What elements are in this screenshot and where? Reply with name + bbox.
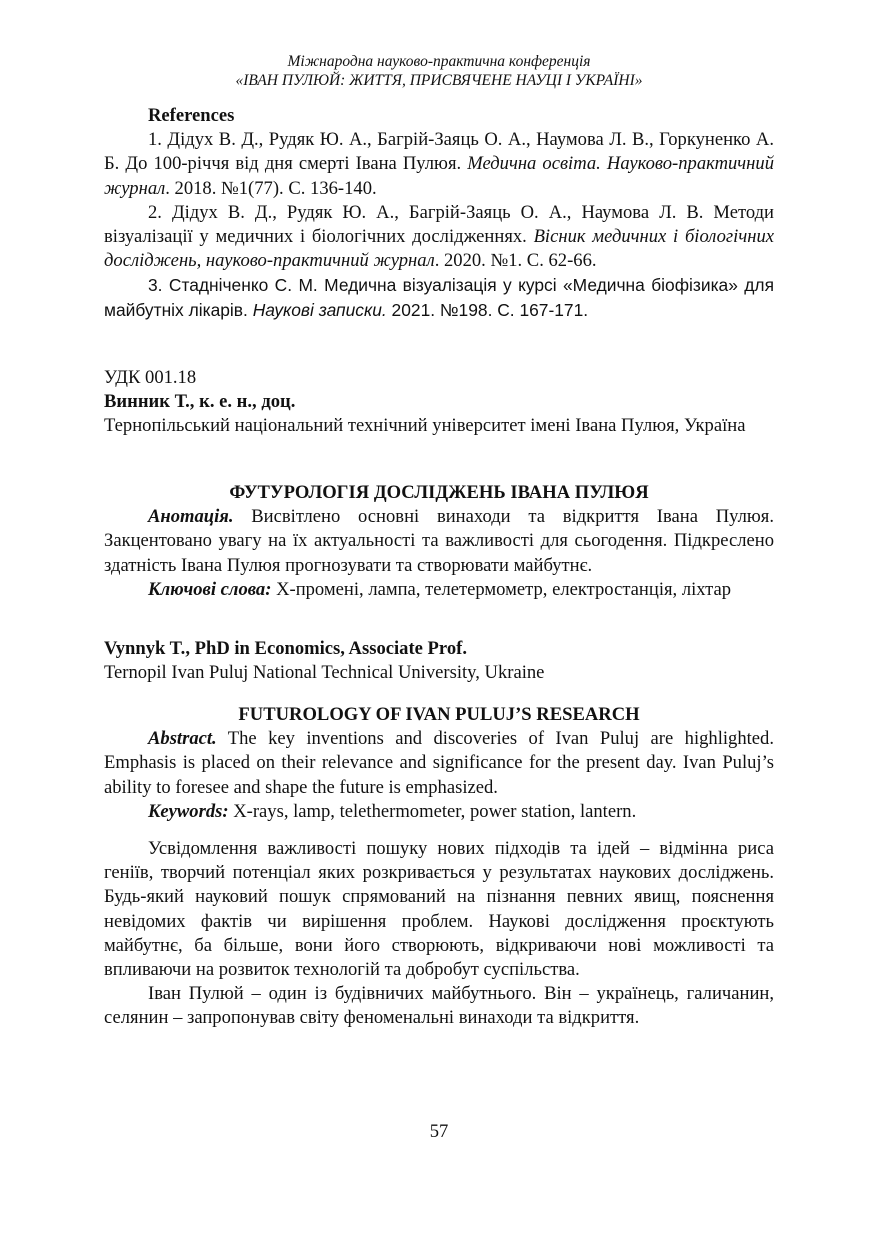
reference-2-text: 2. Дідух В. Д., Рудяк Ю. А., Багрій-Заяць О. А., Наумова Л. В. Методи візуалізації у медичних і біологічних дослідженнях. (104, 201, 774, 248)
references-section (104, 104, 774, 322)
title-en: FUTUROLOGY OF IVAN PULUJ’S RESEARCH (238, 704, 640, 725)
affiliation-uk: Тернопільський національний технічний університет імені Івана Пулюя, Україна (104, 415, 746, 437)
keywords-en-text: X-rays, lamp, telethermometer, power station, lantern. (228, 800, 637, 822)
annotation-text: Висвітлено основні винаходи та відкриття Івана Пулюя. Закцентовано увагу на їх актуальності та важливості для сьогодення. Підкреслено здатність Івана Пулюя прогнозувати та створювати майбутнє. (104, 506, 774, 576)
article-en-header (104, 637, 774, 685)
header-line-1: Міжнародна науково-практична конференція (287, 53, 591, 70)
abstract-text: The key inventions and discoveries of Ivan Puluj are highlighted. Emphasis is placed on their relevance and significance for the present day. Ivan Puluj’s ability to foresee and shape the future is emphasized. (104, 728, 774, 798)
reference-3-text: 3. Стадніченко С. М. Медична візуалізація у курсі «Медична біофізика» для майбутніх лікарів. (104, 275, 774, 320)
annotation-label: Анотація. (148, 506, 234, 528)
reference-1-text: 1. Дідух В. Д., Рудяк Ю. А., Багрій-Заяць О. А., Наумова Л. В., Горкуненко А. Б. До 100-річчя від дня смерті Івана Пулюя. (104, 129, 774, 175)
body-text (104, 837, 774, 1031)
reference-3-source: Наукові записки. (252, 299, 387, 320)
keywords-en-label: Keywords: (148, 800, 229, 822)
references-title: References (148, 105, 235, 126)
annotation-uk (104, 505, 774, 578)
article-uk-abstract (104, 481, 774, 602)
keywords-uk-label: Ключові слова: (148, 578, 272, 600)
keywords-en (104, 800, 774, 824)
reference-item-3 (104, 273, 774, 321)
title-uk: ФУТУРОЛОГІЯ ДОСЛІДЖЕНЬ ІВАНА ПУЛЮЯ (229, 482, 649, 503)
author-uk: Винник Т., к. е. н., доц. (104, 391, 296, 413)
abstract-label: Abstract. (148, 728, 217, 750)
reference-item-2 (104, 201, 774, 274)
author-en: Vynnyk T., PhD in Economics, Associate Prof. (104, 638, 467, 659)
article-uk-header (104, 366, 774, 439)
header-line-2: «ІВАН ПУЛЮЙ: ЖИТТЯ, ПРИСВЯЧЕНЕ НАУЦІ І УКРАЇНІ» (235, 72, 643, 89)
reference-3-tail: 2021. №198. С. 167-171. (386, 299, 589, 320)
keywords-uk (104, 578, 774, 602)
udk-code: УДК 001.18 (104, 367, 197, 388)
reference-item-1 (104, 128, 774, 201)
reference-2-source: Вісник медичних і біологічних досліджень, науково-практичний журнал (104, 226, 774, 272)
page-number: 57 (429, 1121, 449, 1142)
keywords-uk-text: Х-промені, лампа, телетермометр, електростанція, ліхтар (271, 578, 732, 600)
body-paragraph-2: Іван Пулюй – один із будівничих майбутнього. Він – українець, галичанин, селянин – запропонував світу феноменальні винаходи та відкриття. (104, 983, 774, 1029)
reference-1-tail: . 2018. №1(77). С. 136-140. (165, 177, 377, 199)
running-header (104, 52, 774, 90)
reference-1-source: Медична освіта. Науково-практичний журнал (104, 153, 774, 199)
body-paragraph-1: Усвідомлення важливості пошуку нових підходів та ідей – відмінна риса геніїв, творчий потенціал яких розкривається у результатах наукових досліджень. Будь-який науковий пошук спрямований на пізнання певних явищ, пояснення невідомих фактів чи вирішення проблем. Наукові дослідження проєктують майбутнє, ба більше, вони його створюють, відкриваючи нові можливості та впливаючи на розвиток технологій та добробут суспільства. (104, 838, 774, 981)
affiliation-en: Ternopil Ivan Puluj National Technical University, Ukraine (104, 662, 545, 684)
abstract-en (104, 727, 774, 800)
article-en-abstract (104, 703, 774, 824)
reference-2-tail: . 2020. №1. С. 62-66. (434, 250, 597, 272)
